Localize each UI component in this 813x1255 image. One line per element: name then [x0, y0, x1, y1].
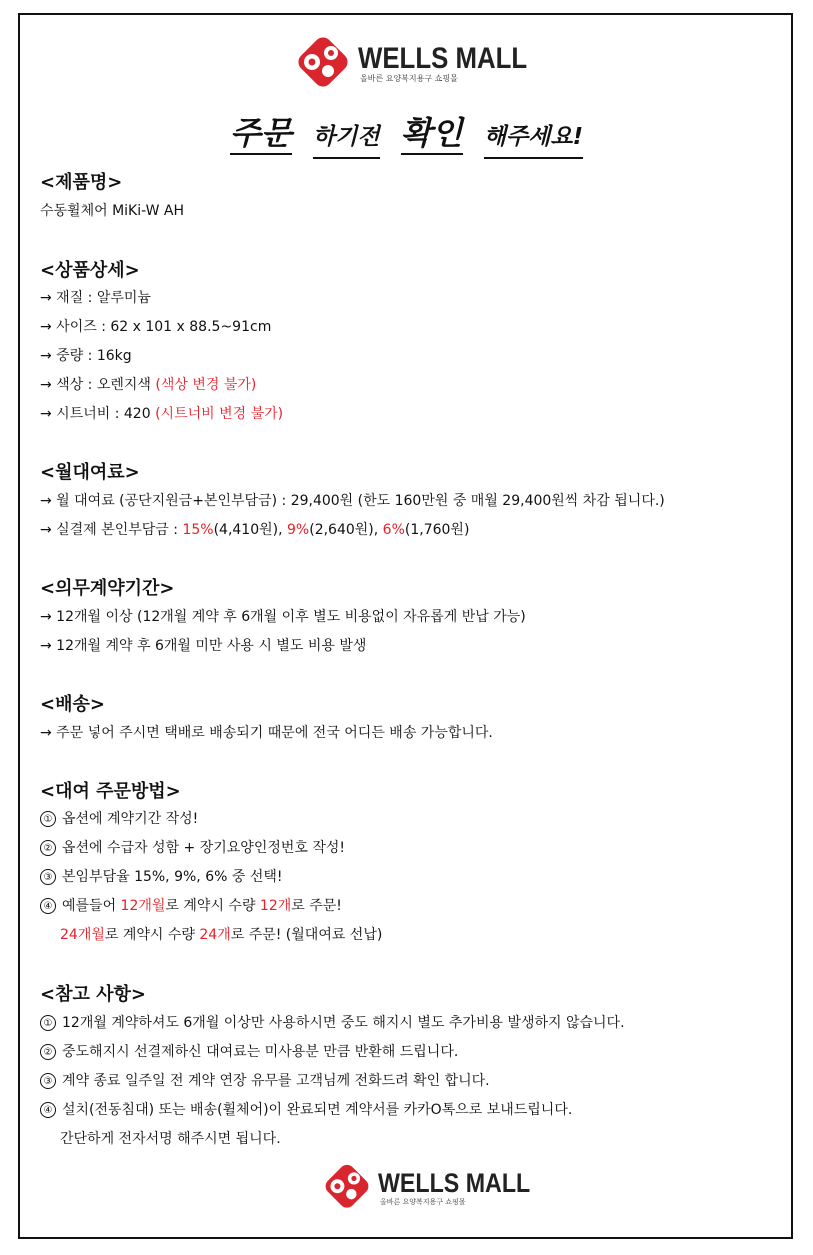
brand-name: WELLS MALL	[358, 42, 528, 75]
section-title-product: <제품명>	[40, 172, 123, 193]
note-3: ③ 계약 종료 일주일 전 계약 연장 유무를 고객님께 전화드려 확인 합니다.	[40, 1070, 490, 1090]
rental-copay: → 실결제 본인부담금 : 15%(4,410원), 9%(2,640원), 6%(1,760원)	[40, 522, 470, 538]
rental-monthly: → 월 대여료 (공단지원금+본인부담금) : 29,400원 (한도 160만원 중 매월 29,400원씩 차감 됩니다.)	[40, 493, 665, 509]
section-title-rental: <월대여료>	[40, 462, 140, 483]
wells-logo-icon	[320, 1163, 374, 1213]
wells-logo-icon	[292, 36, 354, 92]
order-step-1: ① 옵션에 계약기간 작성!	[40, 808, 198, 828]
detail-seat-width: → 시트너비 : 420 (시트너비 변경 불가)	[40, 406, 284, 422]
contract-line-2: → 12개월 계약 후 6개월 미만 사용 시 별도 비용 발생	[40, 638, 367, 654]
detail-material: → 재질 : 알루미늄	[40, 290, 151, 306]
color-note: (색상 변경 불가)	[155, 377, 257, 393]
order-step-2: ② 옵션에 수급자 성함 + 장기요양인정번호 작성!	[40, 837, 345, 857]
headline-check: 확인	[401, 113, 463, 155]
note-2: ② 중도해지시 선결제하신 대여료는 미사용분 만큼 반환해 드립니다.	[40, 1041, 458, 1061]
headline-before: 하기전	[313, 117, 380, 159]
detail-color: → 색상 : 오렌지색 (색상 변경 불가)	[40, 377, 257, 393]
headline-order: 주문	[230, 113, 292, 155]
section-title-shipping: <배송>	[40, 694, 105, 715]
seat-note: (시트너비 변경 불가)	[155, 406, 284, 422]
section-title-contract: <의무계약기간>	[40, 578, 175, 599]
section-title-details: <상품상세>	[40, 260, 140, 281]
order-step-4: ④ 예를들어 12개월로 계약시 수량 12개로 주문!	[40, 895, 342, 915]
section-title-order: <대여 주문방법>	[40, 781, 181, 802]
logo-top	[292, 36, 555, 92]
brand-name: WELLS MALL	[378, 1167, 531, 1198]
order-step-3: ③ 본임부담율 15%, 9%, 6% 중 선택!	[40, 866, 283, 886]
logo-bottom	[320, 1163, 555, 1213]
brand-subtitle: 올바른 요양복지용구 쇼핑몰	[380, 1197, 466, 1206]
section-title-notes: <참고 사항>	[40, 984, 146, 1005]
detail-weight: → 중량 : 16kg	[40, 348, 132, 364]
order-step-4-continued: 24개월로 계약시 수량 24개로 주문! (월대여료 선납)	[60, 927, 383, 943]
shipping-line-1: → 주문 넣어 주시면 택배로 배송되기 때문에 전국 어디든 배송 가능합니다.	[40, 725, 493, 741]
note-4: ④ 설치(전동침대) 또는 배송(휠체어)이 완료되면 계약서를 카카O톡으로 보내드립니다.	[40, 1099, 572, 1119]
product-name: 수동휠체어 MiKi-W AH	[40, 203, 184, 219]
note-1: ① 12개월 계약하셔도 6개월 이상만 사용하시면 중도 해지시 별도 추가비용 발생하지 않습니다.	[40, 1012, 625, 1032]
brand-subtitle: 올바른 요양복지용구 쇼핑몰	[360, 74, 458, 83]
headline-please: 해주세요!	[484, 117, 583, 159]
contract-line-1: → 12개월 이상 (12개월 계약 후 6개월 이후 별도 비용없이 자유롭게 반납 가능)	[40, 609, 526, 625]
headline	[0, 113, 813, 159]
detail-size: → 사이즈 : 62 x 101 x 88.5~91cm	[40, 319, 272, 335]
note-4-continued: 간단하게 전자서명 해주시면 됩니다.	[60, 1131, 281, 1147]
